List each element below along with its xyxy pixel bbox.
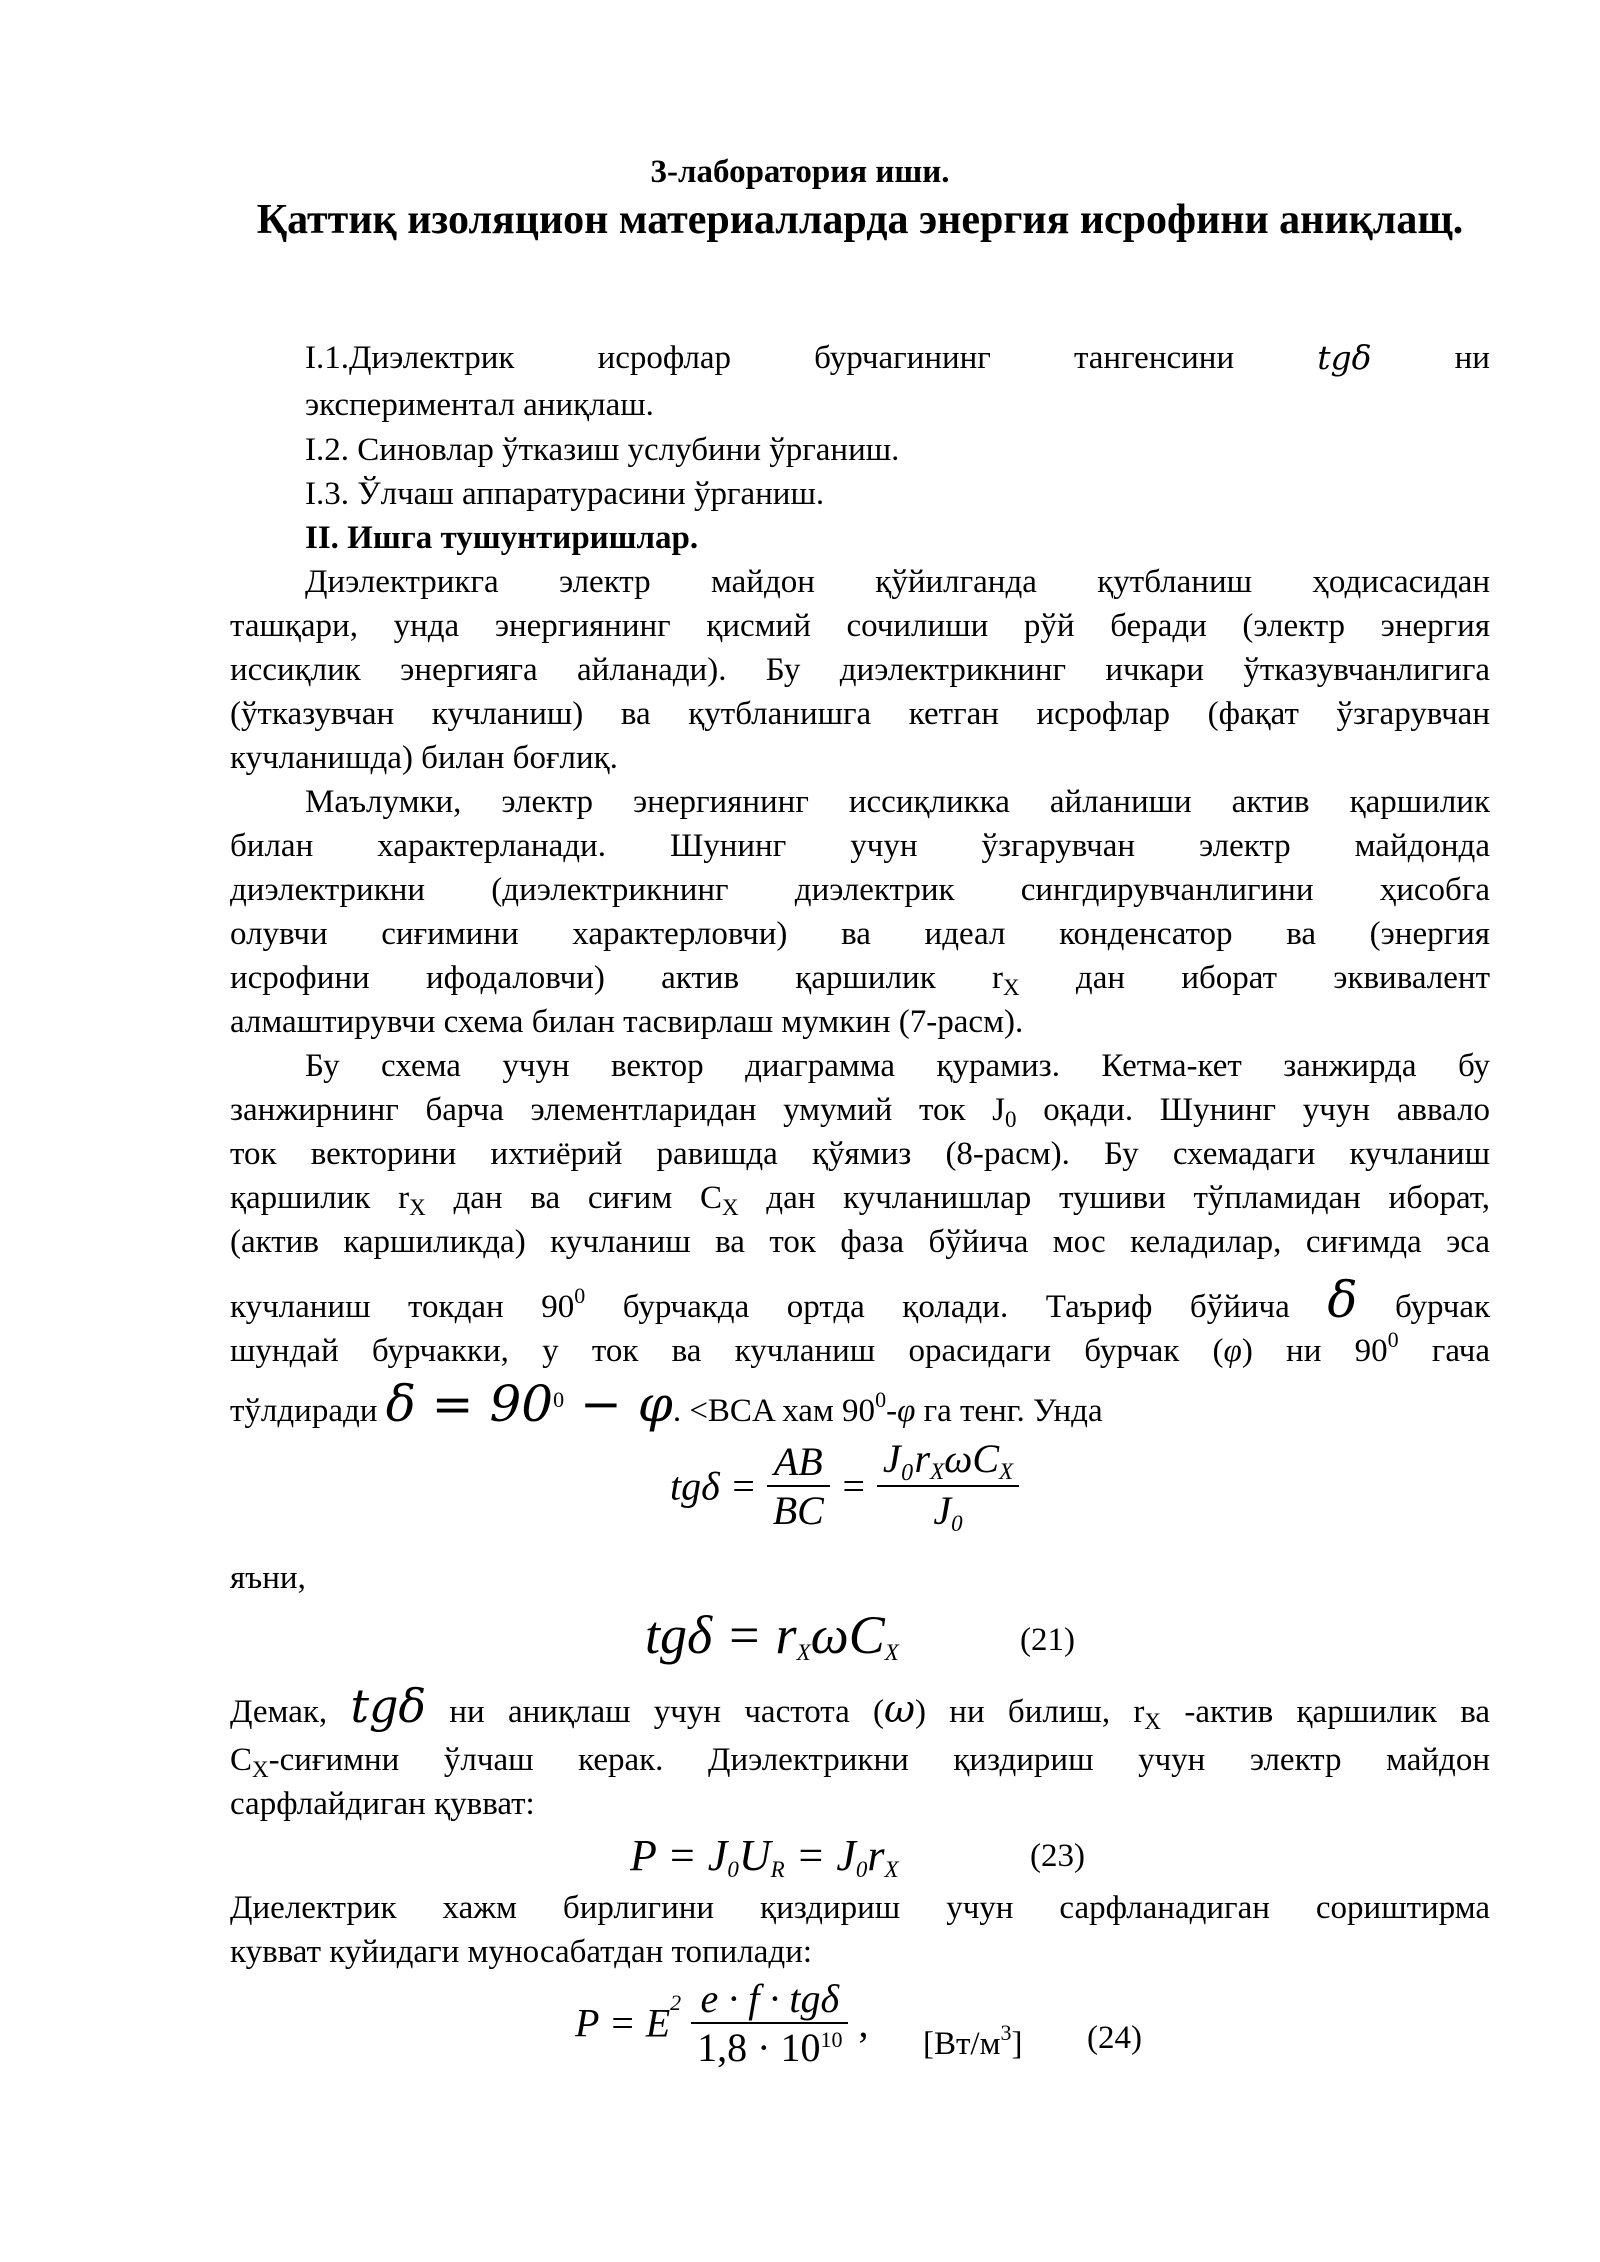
- para1-line: (ўтказувчан кучланиш) ва қутбланишга кетган исрофлар (фақат ўзгарувчан: [230, 696, 1490, 732]
- equation-number-24: (24): [1087, 2020, 1142, 2056]
- para2-line: олувчи сиғимини характерловчи) ва идеал конденсатор ва (энергия: [230, 916, 1490, 952]
- para3-line: қаршилик $r_X$ дан ва сиғим $C_X$ дан кучланишлар тушиви тўпламидан иборат,: [230, 1180, 1490, 1220]
- formula-23: $P = J_0U_R = J_0r_X$: [630, 1831, 899, 1882]
- formula-24: $P = E^2$ $\frac{\text{e · f · tgδ}}{1,8 \cdot 10^{10}}$ ,: [575, 1976, 869, 2070]
- para3-line: кучланиш токдан $90^0$ бурчакда ортда қолади. Таъриф бўйича δ бурчак: [230, 1271, 1491, 1329]
- formula-tg-delta: tgδ = $\frac{AB}{BC}$ = $\frac{J_0r_X\omega C_X}{J_0}$: [670, 1435, 1019, 1537]
- goal-1-word: I.1.Диэлектрик: [305, 340, 515, 376]
- para1-line: иссиқлик энергияга айланади). Бу диэлектрикнинг ичкари ўтказувчанлигига: [230, 652, 1490, 688]
- para2-line: алмаштирувчи схема билан тасвирлаш мумкин (7-расм).: [230, 1004, 1024, 1040]
- goal-1-word: исрофлар: [597, 340, 732, 376]
- goal-1-word: ни: [1454, 340, 1490, 376]
- tg-delta-symbol: tgδ: [1317, 338, 1372, 377]
- goal-1-word: тангенсини: [1073, 340, 1235, 376]
- unit-label: $[Вт/м^3]$: [923, 2020, 1023, 2062]
- fraction-power-density: $\frac{\text{e · f · tgδ}}{1,8 \cdot 10^{10}}$: [691, 1975, 848, 2071]
- para4-line: $C_X$-сиғимни ўлчаш керак. Диэлектрикни қиздириш учун электр майдон: [230, 1742, 1490, 1782]
- equation-number-21: (21): [1020, 1622, 1075, 1658]
- para3-line: тўлдиради $\delta = 90^0 - \varphi$. <BCA хам $90^0-\varphi$ га тенг. Унда: [230, 1375, 1103, 1433]
- para4-line: Демак, tgδ ни аниқлаш учун частота (ω) ни билиш, $r_X$ -актив қаршилик ва: [230, 1679, 1491, 1734]
- yani-text: яъни,: [230, 1560, 306, 1596]
- tg-delta-symbol: tgδ: [350, 1679, 427, 1733]
- goal-1-word: бурчагининг: [814, 340, 991, 376]
- para3-line: ток векторини ихтиёрий равишда қўямиз (8-расм). Бу схемадаги кучланиш: [230, 1136, 1490, 1172]
- para2-line: Маълумки, электр энергиянинг иссиқликка айланиши актив қаршилик: [305, 784, 1490, 820]
- goal-2: I.2. Синовлар ўтказиш услубини ўрганиш.: [305, 432, 900, 468]
- para3-line: шундай бурчакки, у ток ва кучланиш орасидаги бурчак (φ) ни $90^0$ гача: [230, 1327, 1491, 1369]
- goal-1-line-2: экспериментал аниқлаш.: [305, 387, 654, 423]
- goal-1-line: [305, 336, 1490, 380]
- para4-line: сарфлайдиган қувват:: [230, 1786, 535, 1822]
- delta-formula: δ = 90: [385, 1375, 554, 1433]
- main-title: Қаттиқ изоляцион материалларда энергия исрофини аниқлащ.: [256, 197, 1464, 243]
- goal-3: I.3. Ўлчаш аппаратурасини ўрганиш.: [305, 476, 825, 512]
- para1-line: Диэлектрикга электр майдон қўйилганда қутбланиш ҳодисасидан: [305, 564, 1490, 600]
- section-2-heading: II. Ишга тушунтиришлар.: [305, 520, 699, 556]
- para1-line: кучланишда) билан боғлиқ.: [230, 740, 618, 776]
- para3-line: Бу схема учун вектор диаграмма қурамиз. Кетма-кет занжирда бу: [305, 1048, 1490, 1084]
- equation-number-23: (23): [1030, 1838, 1085, 1874]
- para5-line: кувват куйидаги муносабатдан топилади:: [230, 1934, 813, 1970]
- para5-line: Диелектрик хажм бирлигини қиздириш учун сарфланадиган сориштирма: [230, 1890, 1490, 1926]
- para1-line: ташқари, унда энергиянинг қисмий сочилиши рўй беради (электр энергия: [230, 608, 1490, 644]
- para3-line: (актив каршиликда) кучланиш ва ток фаза бўйича мос келадилар, сиғимда эса: [230, 1224, 1490, 1260]
- fraction-ab-bc: $\frac{AB}{BC}$: [767, 1438, 830, 1534]
- para2-line: исрофини ифодаловчи) актив қаршилик $r_X$ дан иборат эквивалент: [230, 960, 1490, 1000]
- delta-symbol: δ: [1327, 1271, 1358, 1329]
- fraction-j0rx: $\frac{J_0r_X\omega C_X}{J_0}$: [877, 1435, 1019, 1537]
- para2-line: билан характерланади. Шунинг учун ўзгарувчан электр майдонда: [230, 828, 1490, 864]
- lab-title: 3-лаборатория иши.: [650, 154, 950, 190]
- formula-21: $tg\delta = r_X\omega C_X$: [645, 1605, 899, 1665]
- para3-line: занжирнинг барча элементларидан умумий ток $J_0$ оқади. Шунинг учун аввало: [230, 1092, 1490, 1132]
- para2-line: диэлектрикни (диэлектрикнинг диэлектрик сингдирувчанлигини ҳисобга: [230, 872, 1490, 908]
